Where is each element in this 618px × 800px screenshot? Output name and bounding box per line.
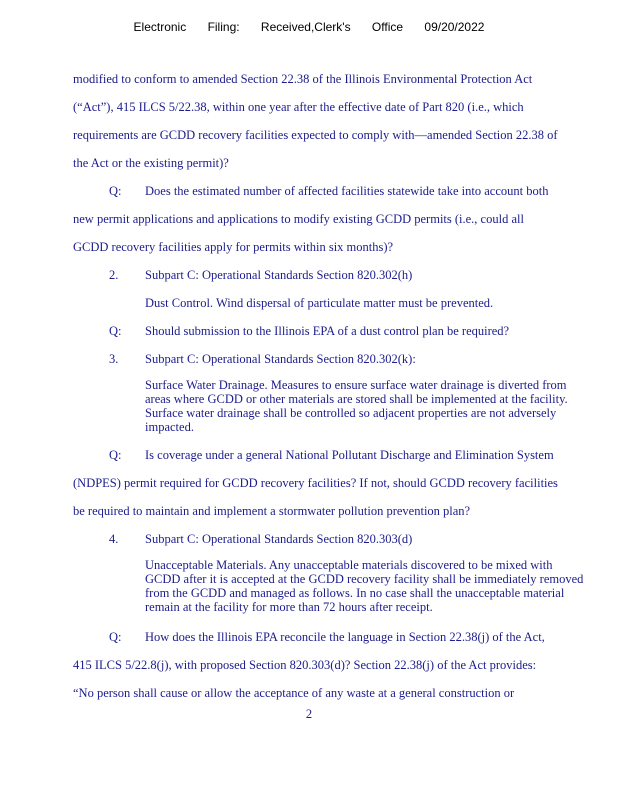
- item-heading: Subpart C: Operational Standards Section 820.302(h): [145, 268, 413, 282]
- page-number: 2: [305, 707, 313, 721]
- question-label: Q:: [109, 184, 122, 198]
- question-line: (NDPES) permit required for GCDD recovery facilities? If not, should GCDD recovery facilities: [73, 476, 558, 490]
- question-label: Q:: [109, 448, 122, 462]
- question-line: 415 ILCS 5/22.8(j), with proposed Section 820.303(d)? Section 22.38(j) of the Act provides:: [73, 658, 537, 672]
- item-number: 2.: [109, 268, 119, 282]
- body-line: the Act or the existing permit)?: [73, 156, 229, 170]
- question-line: be required to maintain and implement a stormwater pollution prevention plan?: [73, 504, 471, 518]
- item-text: Unacceptable Materials. Any unacceptable materials discovered to be mixed with GCDD after it is accepted at the GCDD recovery facility shall be immediately removed from the GCDD and managed as follows. In no case shall the unacceptable material remain at the facility for more than 72 hours after receipt.: [145, 558, 584, 614]
- body-line: requirements are GCDD recovery facilities expected to comply with—amended Section 22.38 of: [73, 128, 558, 142]
- question-line: Should submission to the Illinois EPA of a dust control plan be required?: [145, 324, 510, 338]
- question-label: Q:: [109, 324, 122, 338]
- header-office: Office: [371, 20, 404, 34]
- body-line: modified to conform to amended Section 22.38 of the Illinois Environmental Protection Act: [73, 72, 533, 86]
- item-text: Dust Control. Wind dispersal of particulate matter must be prevented.: [145, 296, 494, 310]
- filing-stamp-header: [0, 20, 618, 34]
- question-line: GCDD recovery facilities apply for permits within six months)?: [73, 240, 394, 254]
- header-electronic: Electronic: [133, 20, 187, 34]
- header-received-clerks: Received,Clerk's: [260, 20, 351, 34]
- question-line: How does the Illinois EPA reconcile the language in Section 22.38(j) of the Act,: [145, 630, 545, 644]
- question-line: Is coverage under a general National Pollutant Discharge and Elimination System: [145, 448, 554, 462]
- item-heading: Subpart C: Operational Standards Section 820.302(k):: [145, 352, 416, 366]
- item-text: Surface Water Drainage. Measures to ensure surface water drainage is diverted from areas where GCDD or other materials are stored shall be implemented at the facility. Surface water drainage shall be controlled so adjacent properties are not adversely impacted.: [145, 378, 568, 434]
- item-number: 4.: [109, 532, 119, 546]
- item-heading: Subpart C: Operational Standards Section 820.303(d): [145, 532, 413, 546]
- body-line: (“Act”), 415 ILCS 5/22.38, within one year after the effective date of Part 820 (i.e., which: [73, 100, 524, 114]
- header-date: 09/20/2022: [424, 20, 485, 34]
- header-filing: Filing:: [207, 20, 240, 34]
- question-line: “No person shall cause or allow the acceptance of any waste at a general construction or: [73, 686, 515, 700]
- item-number: 3.: [109, 352, 119, 366]
- question-line: Does the estimated number of affected facilities statewide take into account both: [145, 184, 549, 198]
- question-line: new permit applications and applications to modify existing GCDD permits (i.e., could all: [73, 212, 524, 226]
- question-label: Q:: [109, 630, 122, 644]
